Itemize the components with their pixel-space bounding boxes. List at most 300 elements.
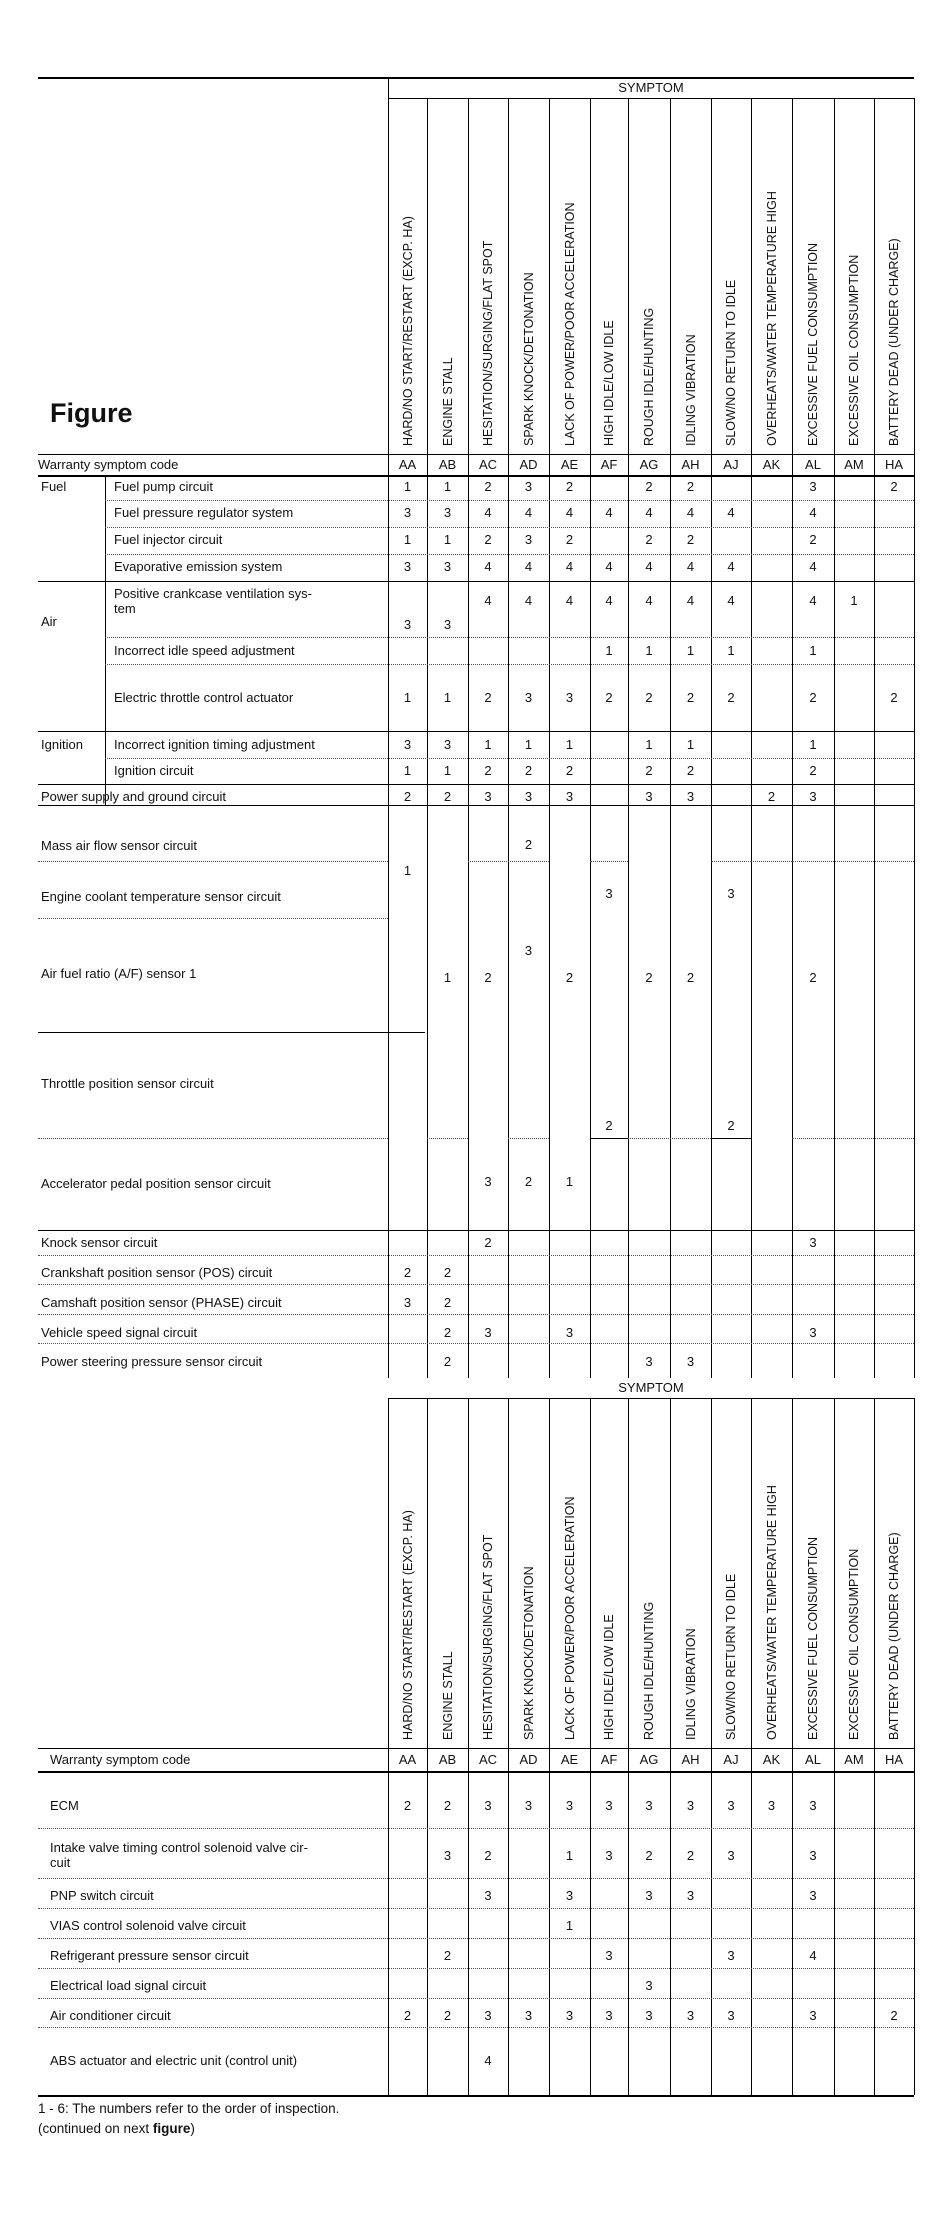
table-cell: 3 [686,1888,695,1903]
table-cell: 3 [809,1235,817,1250]
warranty-code: AA [398,1752,417,1767]
warranty-code: AH [681,1752,700,1767]
table-cell: 3 [565,1798,574,1813]
row-label: ABS actuator and electric unit (control unit) [50,2053,298,2068]
rule-line [38,1771,914,1773]
table-cell: 3 [443,1848,452,1863]
table-cell: 4 [484,2053,492,2068]
dotted-rule [105,500,914,501]
dotted-rule [628,1138,711,1139]
row-label: Electrical load signal circuit [50,1978,207,1993]
t1-symptom-header: IDLING VIBRATION [683,334,698,446]
table-cell: 2 [443,1354,452,1369]
footnote-bold-word: figure [152,2121,191,2136]
table-cell: 4 [484,505,492,520]
dotted-rule [38,1138,388,1139]
table-cell: 3 [727,2008,735,2023]
table-cell: 2 [767,789,776,804]
table-cell: 2 [645,970,653,985]
table-cell: 3 [524,1798,533,1813]
table-cell: 3 [645,789,653,804]
t2-symptom-header: SLOW/NO RETURN TO IDLE [724,1573,738,1740]
dotted-rule [105,527,914,528]
row-label: Incorrect ignition timing adjustment [114,737,315,752]
row-label: Power steering pressure sensor circuit [41,1354,263,1369]
rule-line [38,1230,914,1231]
rule-line [388,1398,914,1399]
table-cell: 3 [645,2008,653,2023]
table-cell: 2 [484,690,492,705]
table-cell: 2 [565,479,574,494]
warranty-code: AF [600,1752,618,1767]
table-cell: 3 [484,1325,492,1340]
t1-symptom-header: OVERHEATS/WATER TEMPERATURE HIGH [764,191,779,446]
table-cell: 3 [605,1948,613,1963]
warranty-code: AG [639,1752,659,1767]
rule-line [874,1398,875,2095]
rule-line [38,475,914,477]
table-cell: 3 [565,1325,574,1340]
t1-symptom-header: ENGINE STALL [440,357,455,446]
rule-line [38,454,914,455]
warranty-code: AB [438,457,457,472]
table-cell: 1 [809,643,817,658]
row-label: Accelerator pedal position sensor circuit [41,1176,271,1191]
table-cell: 1 [403,763,412,778]
table-cell: 1 [850,593,858,608]
dotted-rule [38,1343,914,1344]
rule-line [549,1398,550,2095]
table-cell: 3 [809,1325,817,1340]
table-cell: 2 [809,763,817,778]
table-cell: 2 [484,1235,492,1250]
table-cell: 3 [645,1888,653,1903]
dotted-rule [508,1138,549,1139]
table-cell: 1 [443,479,452,494]
row-label: Ignition circuit [114,763,194,778]
row-label: Knock sensor circuit [41,1235,158,1250]
rule-line [914,1398,915,2095]
dotted-rule [38,1998,914,1999]
rule-line [38,805,914,806]
table-cell: 3 [645,1354,653,1369]
table-cell: 3 [443,505,452,520]
table-cell: 3 [727,886,735,901]
table-cell: 2 [403,1265,412,1280]
rule-line [388,1398,389,2095]
table-cell: 3 [645,1798,653,1813]
row-label: ECM [50,1798,79,1813]
table-cell: 2 [645,532,653,547]
table-cell: 1 [524,737,533,752]
dotted-rule [38,1878,914,1879]
t1-symptom-header: EXCESSIVE OIL CONSUMPTION [847,254,861,446]
table-cell: 2 [484,532,492,547]
table-cell: 1 [686,643,695,658]
table-cell: 4 [524,593,533,608]
dotted-rule [590,861,628,862]
dotted-rule [38,2027,914,2028]
table-cell: 2 [686,970,695,985]
t1-symptom-header: SPARK KNOCK/DETONATION [521,272,536,446]
table-cell: 2 [605,690,613,705]
table-cell: 1 [565,737,574,752]
table-cell: 4 [605,505,613,520]
footnote-prefix: (continued on next [38,2121,153,2136]
table-cell: 4 [645,559,653,574]
group-fuel: Fuel [41,479,67,494]
table-cell: 4 [809,559,817,574]
table-cell: 2 [443,1948,452,1963]
table-cell: 3 [686,1798,695,1813]
t1-symptom-header: EXCESSIVE FUEL CONSUMPTION [806,242,820,446]
table-cell: 4 [605,559,613,574]
warranty-code: AL [805,1752,821,1767]
table-cell: 2 [686,1848,695,1863]
row-label: Intake valve timing control solenoid valve cir- [50,1840,308,1855]
table-cell: 1 [443,690,452,705]
dotted-rule [711,861,751,862]
table-cell: 3 [605,1798,613,1813]
table-cell: 2 [443,1798,452,1813]
rule-line [388,98,914,99]
table-cell: 2 [565,763,574,778]
table-cell: 3 [443,737,452,752]
table-cell: 3 [809,2008,817,2023]
row-label: Crankshaft position sensor (POS) circuit [41,1265,273,1280]
table-cell: 1 [809,737,817,752]
t2-symptom-header: ENGINE STALL [440,1651,455,1740]
dotted-rule [38,861,388,862]
t1-symptom-header: LACK OF POWER/POOR ACCELERATION [562,202,577,446]
table-cell: 2 [403,789,412,804]
t2-symptom-header: SPARK KNOCK/DETONATION [521,1566,536,1740]
table-cell: 2 [686,532,695,547]
table-cell: 1 [403,479,412,494]
t1-symptom-header: BATTERY DEAD (UNDER CHARGE) [887,238,901,446]
dotted-rule [38,918,388,919]
warranty-label: Warranty symptom code [38,457,179,472]
row-label: cuit [50,1855,71,1870]
warranty-code: AJ [723,1752,739,1767]
table-cell: 3 [645,1978,653,1993]
table-cell: 4 [809,593,817,608]
table-cell: 2 [645,1848,653,1863]
table-cell: 4 [524,505,533,520]
row-label: Throttle position sensor circuit [41,1076,214,1091]
table-cell: 2 [809,970,817,985]
table-cell: 1 [686,737,695,752]
table-cell: 3 [484,2008,492,2023]
table-cell: 2 [686,763,695,778]
t2-symptom-header: OVERHEATS/WATER TEMPERATURE HIGH [764,1485,779,1740]
dotted-rule [38,1908,914,1909]
table-cell: 1 [403,690,412,705]
table-cell: 2 [727,690,735,705]
t2-symptom-header: HESITATION/SURGING/FLAT SPOT [481,1534,495,1740]
rule-line [38,1748,914,1749]
table-cell: 3 [686,789,695,804]
row-label: VIAS control solenoid valve circuit [50,1918,246,1933]
table-cell: 3 [605,886,613,901]
table-cell: 3 [605,2008,613,2023]
table-cell: 3 [809,1848,817,1863]
dotted-rule [38,1828,914,1829]
table-cell: 3 [403,737,412,752]
table-cell: 3 [443,559,452,574]
table-cell: 4 [565,505,574,520]
t2-symptom-header: LACK OF POWER/POOR ACCELERATION [562,1496,577,1740]
footnote-continued [38,2121,195,2136]
t1-symptom-header: SLOW/NO RETURN TO IDLE [724,279,738,446]
table-cell: 3 [524,789,533,804]
table-cell: 2 [890,2008,898,2023]
rule-line [792,1398,793,2095]
warranty-code: AD [519,457,538,472]
warranty-label-2: Warranty symptom code [50,1752,191,1767]
warranty-code: AA [398,457,417,472]
table-cell: 2 [809,690,817,705]
table-cell: 4 [484,593,492,608]
table-cell: 2 [686,479,695,494]
row-label: tem [114,601,136,616]
table-cell: 3 [403,559,412,574]
dotted-rule [105,637,914,638]
dotted-rule [427,1138,468,1139]
row-label: Engine coolant temperature sensor circuit [41,889,281,904]
table-cell: 3 [403,505,412,520]
dotted-rule [38,1255,914,1256]
table-cell: 2 [809,532,817,547]
row-label: Power supply and ground circuit [41,789,226,804]
group-air: Air [41,614,57,629]
row-label: Fuel injector circuit [114,532,223,547]
table-cell: 3 [565,690,574,705]
table-cell: 4 [565,559,574,574]
table-cell: 2 [686,690,695,705]
t2-symptom-header: IDLING VIBRATION [683,1628,698,1740]
table-cell: 3 [484,1174,492,1189]
table-cell: 4 [565,593,574,608]
table-cell: 3 [727,1948,735,1963]
row-label: Air fuel ratio (A/F) sensor 1 [41,966,197,981]
table-cell: 2 [890,479,898,494]
table-cell: 2 [645,690,653,705]
table-cell: 4 [686,593,695,608]
table-cell: 2 [645,479,653,494]
table-cell: 3 [727,1848,735,1863]
rule-line [711,1138,751,1139]
warranty-code: AC [478,1752,498,1767]
table-top-rule [38,77,914,79]
table-cell: 3 [524,532,533,547]
table-cell: 2 [727,1118,735,1133]
table-cell: 3 [727,1798,735,1813]
warranty-code: HA [884,1752,904,1767]
table-cell: 1 [565,1918,574,1933]
warranty-code: AJ [723,457,739,472]
rule-line [834,98,835,1378]
row-label: Fuel pump circuit [114,479,213,494]
warranty-code: AK [762,1752,781,1767]
group-ignition: Ignition [41,737,83,752]
row-label: PNP switch circuit [50,1888,154,1903]
table-cell: 3 [809,1798,817,1813]
warranty-code: AB [438,1752,457,1767]
table-cell: 1 [605,643,613,658]
rule-line [590,1138,628,1139]
table-cell: 1 [565,1848,574,1863]
table-cell: 3 [565,1888,574,1903]
t2-symptom-label: SYMPTOM [618,1380,684,1395]
t2-symptom-header: EXCESSIVE FUEL CONSUMPTION [806,1536,820,1740]
dotted-rule [792,1138,914,1139]
t2-symptom-header: HARD/NO START/RESTART (EXCP. HA) [400,1510,415,1740]
table-cell: 1 [403,863,412,878]
dotted-rule [38,1968,914,1969]
table-cell: 4 [809,1948,817,1963]
rule-line [468,1398,469,2095]
table-cell: 2 [484,479,492,494]
table-cell: 3 [809,1888,817,1903]
table-cell: 3 [809,789,817,804]
rule-line [105,475,106,805]
warranty-code: AF [600,457,618,472]
rule-line [427,1398,428,2095]
table-cell: 1 [443,532,452,547]
table-cell: 2 [605,1118,613,1133]
table-cell: 3 [524,690,533,705]
warranty-code: AE [560,1752,579,1767]
rule-line [711,98,712,1378]
table-cell: 2 [484,763,492,778]
table-cell: 1 [443,970,452,985]
table-cell: 4 [727,505,735,520]
table-cell: 2 [484,1848,492,1863]
table-cell: 1 [565,1174,574,1189]
footnote-suffix: ) [190,2121,195,2136]
dotted-rule [105,758,914,759]
dotted-rule [38,1284,914,1285]
table-cell: 2 [565,532,574,547]
dotted-rule [468,861,549,862]
table-cell: 3 [484,1798,492,1813]
t2-symptom-header: ROUGH IDLE/HUNTING [642,1601,656,1740]
warranty-code: AH [681,457,700,472]
table-cell: 2 [524,763,533,778]
table-cell: 3 [605,1848,613,1863]
table-cell: 1 [403,532,412,547]
t1-symptom-header: ROUGH IDLE/HUNTING [642,307,656,446]
row-label: Refrigerant pressure sensor circuit [50,1948,249,1963]
t1-symptom-header: HARD/NO START/RESTART (EXCP. HA) [400,216,415,446]
table-cell: 4 [686,505,695,520]
table-cell: 4 [645,593,653,608]
table-cell: 3 [524,943,533,958]
table-cell: 3 [484,1888,492,1903]
footnote-inspection-order: 1 - 6: The numbers refer to the order of inspection. [38,2101,340,2116]
table-cell: 3 [809,479,817,494]
table-cell: 4 [484,559,492,574]
table-cell: 3 [524,2008,533,2023]
table-cell: 1 [443,763,452,778]
table-cell: 2 [524,1174,533,1189]
table-cell: 4 [727,593,735,608]
dotted-rule [105,664,914,665]
table-cell: 3 [565,2008,574,2023]
rule-line [508,1398,509,2095]
table-cell: 2 [484,970,492,985]
table-cell: 2 [890,690,898,705]
dotted-rule [105,554,914,555]
row-label: Incorrect idle speed adjustment [114,643,295,658]
rule-line [38,784,914,785]
rule-line [914,98,915,1378]
rule-line [751,98,752,1378]
rule-line [711,1398,712,2095]
warranty-code: AE [560,457,579,472]
warranty-code: AL [805,457,821,472]
t2-symptom-header: HIGH IDLE/LOW IDLE [602,1614,616,1740]
table-cell: 2 [443,1265,452,1280]
row-label: Fuel pressure regulator system [114,505,294,520]
table-cell: 3 [403,1295,412,1310]
table-cell: 1 [484,737,492,752]
row-label: Air conditioner circuit [50,2008,171,2023]
table-cell: 3 [524,479,533,494]
table-cell: 3 [767,1798,776,1813]
table-cell: 2 [443,2008,452,2023]
rule-line [38,1032,425,1033]
row-label: Evaporative emission system [114,559,283,574]
rule-line [590,1398,591,2095]
t1-symptom-header: HIGH IDLE/LOW IDLE [602,320,616,446]
rule-line [38,581,914,582]
table-cell: 2 [443,1295,452,1310]
table-cell: 2 [443,789,452,804]
dotted-rule [751,861,792,862]
rule-line [874,98,875,1378]
warranty-code: AC [478,457,498,472]
row-label: Mass air flow sensor circuit [41,838,198,853]
table-cell: 1 [727,643,735,658]
dotted-rule [38,1938,914,1939]
table-cell: 3 [484,789,492,804]
dotted-rule [792,861,914,862]
table-cell: 4 [727,559,735,574]
dotted-rule [38,1314,914,1315]
table-cell: 4 [809,505,817,520]
row-label: Vehicle speed signal circuit [41,1325,198,1340]
t1-symptom-label: SYMPTOM [618,80,684,95]
table-cell: 2 [443,1325,452,1340]
t2-symptom-header: BATTERY DEAD (UNDER CHARGE) [887,1532,901,1740]
table-cell: 4 [645,505,653,520]
row-label: Electric throttle control actuator [114,690,294,705]
warranty-code: AM [844,1752,864,1767]
table-cell: 2 [403,1798,412,1813]
table-cell: 4 [524,559,533,574]
table-cell: 3 [565,789,574,804]
figure-title: Figure [50,398,133,428]
table-cell: 1 [645,737,653,752]
warranty-code: HA [884,457,904,472]
table-cell: 2 [645,763,653,778]
table-cell: 3 [686,1354,695,1369]
row-label: Positive crankcase ventilation sys- [114,586,312,601]
warranty-code: AG [639,457,659,472]
table-cell: 3 [403,617,412,632]
